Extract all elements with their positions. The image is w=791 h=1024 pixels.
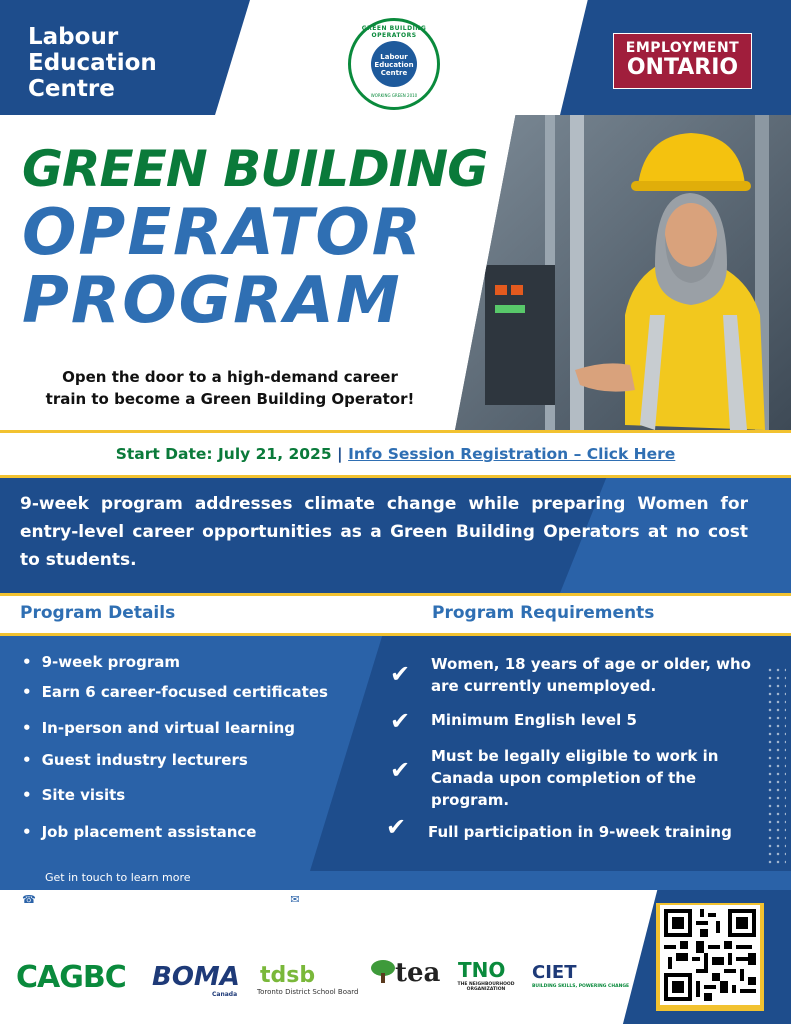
org-name-line3: Centre — [28, 76, 115, 102]
email-address[interactable]: ndirie@laboureducation.org — [312, 890, 549, 908]
program-details-heading: Program Details — [20, 603, 176, 623]
tno-logo: TNO — [458, 958, 506, 982]
email-contact[interactable] — [286, 890, 549, 909]
check-icon: ✔ — [386, 813, 407, 841]
labour-education-centre-logo — [28, 24, 157, 102]
detail-item: • Earn 6 career-focused certificates — [22, 683, 328, 701]
detail-item: • In-person and virtual learning — [22, 719, 295, 737]
tagline-line2: train to become a Green Building Operator! — [45, 390, 415, 408]
program-description-band — [0, 478, 791, 593]
requirement-item: Minimum English level 5 — [431, 711, 637, 729]
employment-ontario-logo — [613, 33, 752, 89]
cagbc-logo: CAGBC — [16, 960, 126, 995]
qr-code-graphic — [660, 905, 760, 1005]
green-building-operators-seal — [348, 18, 440, 110]
detail-item: • 9-week program — [22, 653, 180, 671]
tagline-line1: Open the door to a high-demand career — [62, 368, 398, 386]
phone-number[interactable]: 416-537-6532 ext. 2236 — [46, 890, 248, 908]
detail-item: • Guest industry lecturers — [22, 751, 248, 769]
qr-code[interactable] — [660, 905, 760, 1005]
eo-line2: ONTARIO — [626, 55, 739, 80]
seal-center-line3: Centre — [380, 69, 408, 77]
program-description: 9-week program addresses climate change while preparing Women for entry-level career opportunities as a Green Building Operators at no cost to students. — [20, 494, 748, 570]
seal-top-text: GREEN BUILDING OPERATORS — [361, 25, 427, 39]
requirement-item: Must be legally eligible to work in Canada upon completion of the program. — [431, 747, 719, 809]
seal-center — [371, 41, 417, 87]
ciet-logo-subtext: BUILDING SKILLS, POWERING CHANGE — [532, 984, 630, 989]
seal-center-line2: Education — [374, 61, 414, 69]
start-date: Start Date: July 21, 2025 — [115, 445, 332, 463]
tagline — [0, 366, 460, 410]
check-icon: ✔ — [390, 660, 411, 688]
tea-logo: tea — [395, 958, 441, 988]
tdsb-logo-subtext: Toronto District School Board — [257, 988, 359, 996]
program-requirements-heading: Program Requirements — [432, 603, 655, 623]
requirement-item: Full participation in 9-week training — [428, 823, 732, 841]
title-line-operator: OPERATOR — [22, 196, 424, 270]
org-name-line1: Labour — [28, 24, 119, 50]
phone-icon: ☎ — [20, 891, 38, 909]
boma-logo-subtext: Canada — [212, 991, 238, 998]
decorative-dot-grid — [766, 666, 786, 866]
contact-prompt: Get in touch to learn more — [45, 871, 191, 884]
seal-center-line1: Labour — [380, 53, 408, 61]
ciet-logo: CIET — [532, 962, 577, 983]
detail-item: • Site visits — [22, 786, 125, 804]
check-icon: ✔ — [390, 707, 411, 735]
org-name-line2: Education — [28, 50, 157, 76]
info-session-registration-link[interactable]: Info Session Registration – Click Here — [348, 445, 676, 463]
start-date-band — [0, 430, 791, 478]
eo-line1: EMPLOYMENT — [625, 40, 740, 56]
email-icon: ✉ — [286, 891, 304, 909]
seal-bottom-text: WORKING GREEN 2010 — [370, 93, 418, 98]
tree-icon — [370, 959, 396, 983]
phone-contact[interactable] — [20, 890, 248, 909]
tno-logo-subtext: THE NEIGHBOURHOOD ORGANIZATION — [457, 982, 515, 992]
title-line-program: PROGRAM — [22, 264, 402, 338]
title-line-green-building: GREEN BUILDING — [22, 140, 488, 198]
tdsb-logo: tdsb — [260, 963, 316, 988]
boma-logo: BOMA — [152, 962, 240, 992]
detail-item: • Job placement assistance — [22, 823, 256, 841]
requirement-item: Women, 18 years of age or older, who are currently unemployed. — [431, 655, 751, 695]
date-separator: | — [337, 445, 343, 463]
check-icon: ✔ — [390, 756, 411, 784]
